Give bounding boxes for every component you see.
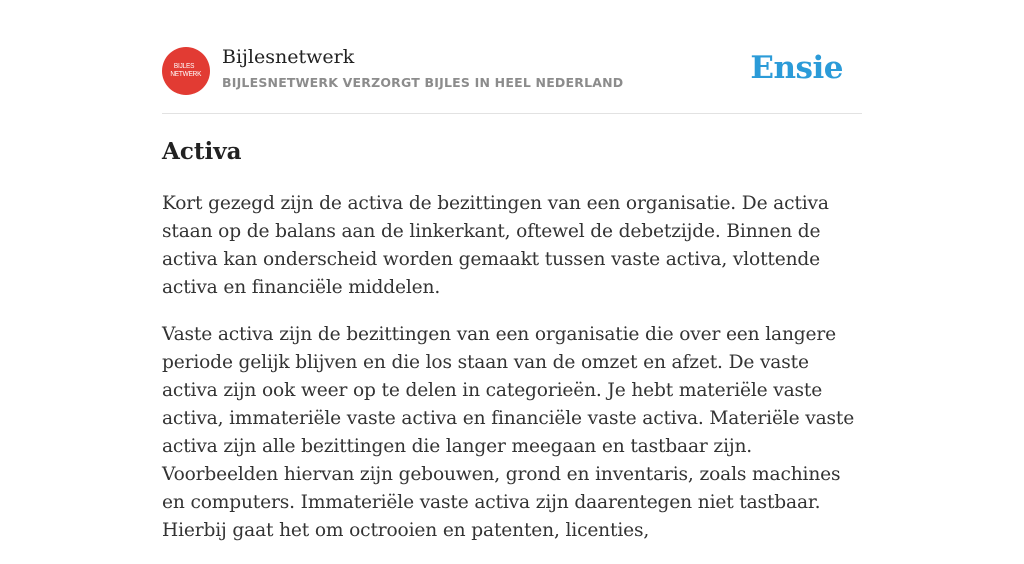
article-paragraph: Kort gezegd zijn de activa de bezittingen van een organisatie. De activa staan op de balans aan de linkerkant, oftewel de debetzijde. Binnen de activa kan onderscheid worden gemaakt tussen vaste activa, vlottende activa en financiële middelen.: [162, 193, 829, 298]
avatar-text-line2: NETWERK: [170, 71, 202, 78]
avatar-text-line1: BIJLES: [173, 63, 195, 70]
ensie-logo[interactable]: Ensie: [750, 50, 843, 86]
author-name-link[interactable]: Bijlesnetwerk: [222, 46, 355, 68]
header: [162, 0, 862, 114]
article-title: Activa: [162, 138, 242, 165]
content-container: [162, 0, 862, 541]
article-paragraph: Vaste activa zijn de bezittingen van een organisatie die over een langere periode gelijk blijven en die los staan van de omzet en afzet. De vaste activa zijn ook weer op te delen in categorieën. Je hebt materiële vaste activa, immateriële vaste activa en financiële vaste activa. Materiële vaste activa zijn alle bezittingen die langer meegaan en tastbaar zijn. Voorbeelden hiervan zijn gebouwen, grond en inventaris, zoals machines en computers. Immateriële vaste activa zijn daarentegen niet tastbaar. Hierbij gaat het om octrooien en patenten, licenties,: [162, 324, 855, 541]
article-body: [162, 190, 862, 564]
author-tagline: BIJLESNETWERK VERZORGT BIJLES IN HEEL NEDERLAND: [222, 75, 624, 90]
author-avatar[interactable]: [162, 47, 210, 95]
